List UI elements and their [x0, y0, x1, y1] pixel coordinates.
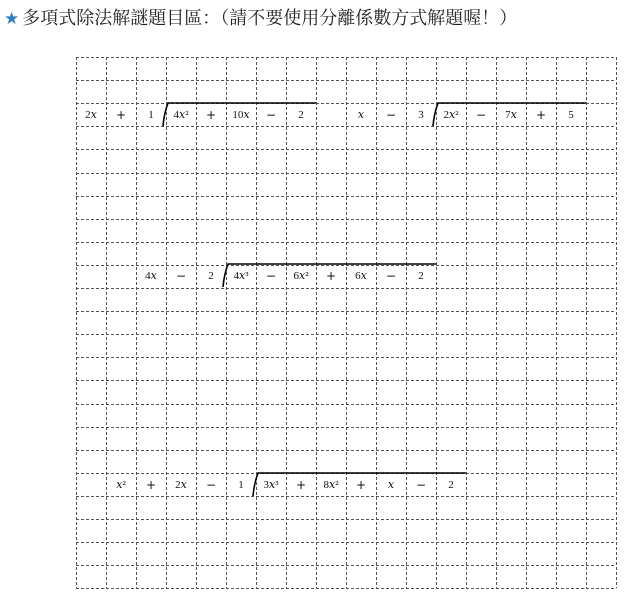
p1-dividend-op: − [265, 108, 277, 122]
p4-dividend-term: 𝑥 [387, 479, 395, 491]
p1-dividend-op: + [205, 108, 217, 122]
p4-divisor-op: + [145, 478, 157, 492]
p4-divisor-term: 𝑥² [116, 479, 126, 491]
p2-dividend-op: + [535, 108, 547, 122]
p4-dividend-op: − [415, 478, 427, 492]
p2-dividend-term: 2𝑥² [443, 109, 459, 121]
p2-divisor-term: 𝑥 [357, 109, 365, 121]
p2-divisor-term: 3 [418, 109, 424, 121]
p3-dividend-term: 4𝑥³ [233, 270, 249, 282]
p2-divisor-op: − [385, 108, 397, 122]
p2-dividend-term: 5 [568, 109, 574, 121]
p3-dividend-term: 2 [418, 270, 424, 282]
p4-divisor-term: 1 [238, 479, 244, 491]
p3-divisor-term: 4𝑥 [145, 270, 157, 282]
p3-dividend-op: + [325, 269, 337, 283]
p2-dividend-op: − [475, 108, 487, 122]
p3-dividend-op: − [385, 269, 397, 283]
p4-dividend-term: 8𝑥² [323, 479, 339, 491]
p3-dividend-op: − [265, 269, 277, 283]
star-icon: ★ [4, 9, 20, 28]
p3-dividend-term: 6𝑥² [293, 270, 309, 282]
p3-dividend-term: 6𝑥 [355, 270, 367, 282]
p4-dividend-op: + [295, 478, 307, 492]
p4-dividend-term: 3𝑥³ [263, 479, 279, 491]
p2-dividend-term: 7𝑥 [505, 109, 517, 121]
p3-divisor-op: − [175, 269, 187, 283]
p3-divisor-term: 2 [208, 270, 214, 282]
p4-divisor-term: 2𝑥 [175, 479, 187, 491]
p4-dividend-term: 2 [448, 479, 454, 491]
p4-dividend-op: + [355, 478, 367, 492]
p1-dividend-term: 10𝑥 [232, 109, 250, 121]
p4-divisor-op: − [205, 478, 217, 492]
p1-divisor-op: + [115, 108, 127, 122]
p1-divisor-term: 2𝑥 [85, 109, 97, 121]
p1-divisor-term: 1 [148, 109, 154, 121]
title-text: 多項式除法解謎題目區：（請不要使用分離係數方式解題喔！） [22, 8, 518, 28]
p1-dividend-term: 2 [298, 109, 304, 121]
p1-dividend-term: 4𝑥² [173, 109, 189, 121]
